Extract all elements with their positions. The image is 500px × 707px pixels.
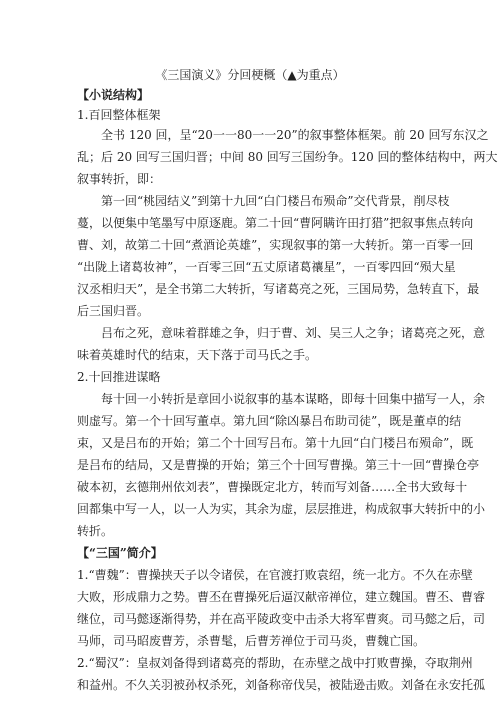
paragraph-line: 第一回“桃园结义”到第十九回“白门楼吕布殒命”交代背景，削尽枝 <box>101 194 450 208</box>
paragraph-line: 乱；后 20 回写三国归晋；中间 80 回写三国纷争。120 回的整体结构中，两大 <box>77 150 498 164</box>
paragraph-line: 后三国归晋。 <box>77 304 150 318</box>
paragraph-line: 则虚写。第一个十回写董卓。第九回“除凶暴吕布助司徒”，既是董卓的结 <box>77 414 462 428</box>
paragraph-line: 吕布之死，意味着群雄之争，归于曹、刘、吴三人之争；诸葛亮之死，意 <box>101 326 486 340</box>
document-title: 《三国演义》分回梗概（▲为重点） <box>155 68 345 82</box>
paragraph-line: 马师，司马昭废曹芳，杀曹髦，后曹芳禅位于司马炎，曹魏亡国。 <box>77 634 426 648</box>
paragraph-line: 曹、刘，故第二十回“煮酒论英雄”，实现叙事的第一大转折。第一百零一回 <box>77 238 474 252</box>
paragraph-line: 回都集中写一人，以一人为实，其余为虚，层层推进，构成叙事大转折中的小 <box>77 502 486 516</box>
paragraph-line: 味着英雄时代的结束，天下落于司马氏之手。 <box>77 348 318 362</box>
subheading-overall-framework: 1.百回整体框架 <box>77 108 161 122</box>
paragraph-line: 是吕布的结局，又是曹操的开始；第三个十回写曹操。第三十一回“曹操仓亭 <box>77 458 480 472</box>
paragraph-line: 和益州。不久关羽被孙权杀死，刘备称帝伐吴，被陆逊击败。刘备在永安托孤 <box>77 678 486 692</box>
paragraph-line: 每十回一小转折是章回小说叙事的基本谋略，即每十回集中描写一人，余 <box>101 392 486 406</box>
paragraph-line: 束，又是吕布的开始；第二个十回写吕布。第十九回“白门楼吕布殒命”，既 <box>77 436 474 450</box>
paragraph-line: “出陇上诸葛妆神”，一百零三回“五丈原诸葛禳星”，一百零四回“殒大星 <box>77 260 456 274</box>
paragraph-line: 全书 120 回，呈“20一一80一一20”的叙事整体框架。前 20 回写东汉之 <box>101 128 489 142</box>
paragraph-line: 2.“蜀汉”：皇叔刘备得到诸葛亮的帮助，在赤壁之战中打败曹操，夺取荆州 <box>77 656 473 670</box>
paragraph-line: 叙事转折，即： <box>77 172 162 186</box>
paragraph-line: 继位，司马懿逐渐得势，并在高平陵政变中击杀大将军曹爽。司马懿之后，司 <box>77 612 486 626</box>
subheading-ten-chapter-strategy: 2.十回推进谋略 <box>77 370 161 384</box>
paragraph-line: 汉丞相归天”，是全书第二大转折，写诸葛亮之死，三国局势，急转直下，最 <box>77 282 480 296</box>
paragraph-line: 大败，形成鼎力之势。曹丕在曹操死后逼汉献帝禅位，建立魏国。曹丕、曹睿 <box>77 590 486 604</box>
paragraph-line: 1.“曹魏”：曹操挟天子以令诸侯，在官渡打败袁绍，统一北方。不久在赤壁 <box>77 568 473 582</box>
paragraph-line: 破本初，玄德荆州依刘表”，曹操既定北方，转而写刘备……全书大致每十 <box>77 480 468 494</box>
paragraph-line: 转折。 <box>77 524 114 538</box>
paragraph-line: 蔓，以便集中笔墨写中原逐鹿。第二十回“曹阿瞒许田打猎”把叙事焦点转向 <box>77 216 474 230</box>
section-heading-three-kingdoms: 【“三国”简介】 <box>77 546 163 560</box>
section-heading-structure: 【小说结构】 <box>77 88 150 102</box>
